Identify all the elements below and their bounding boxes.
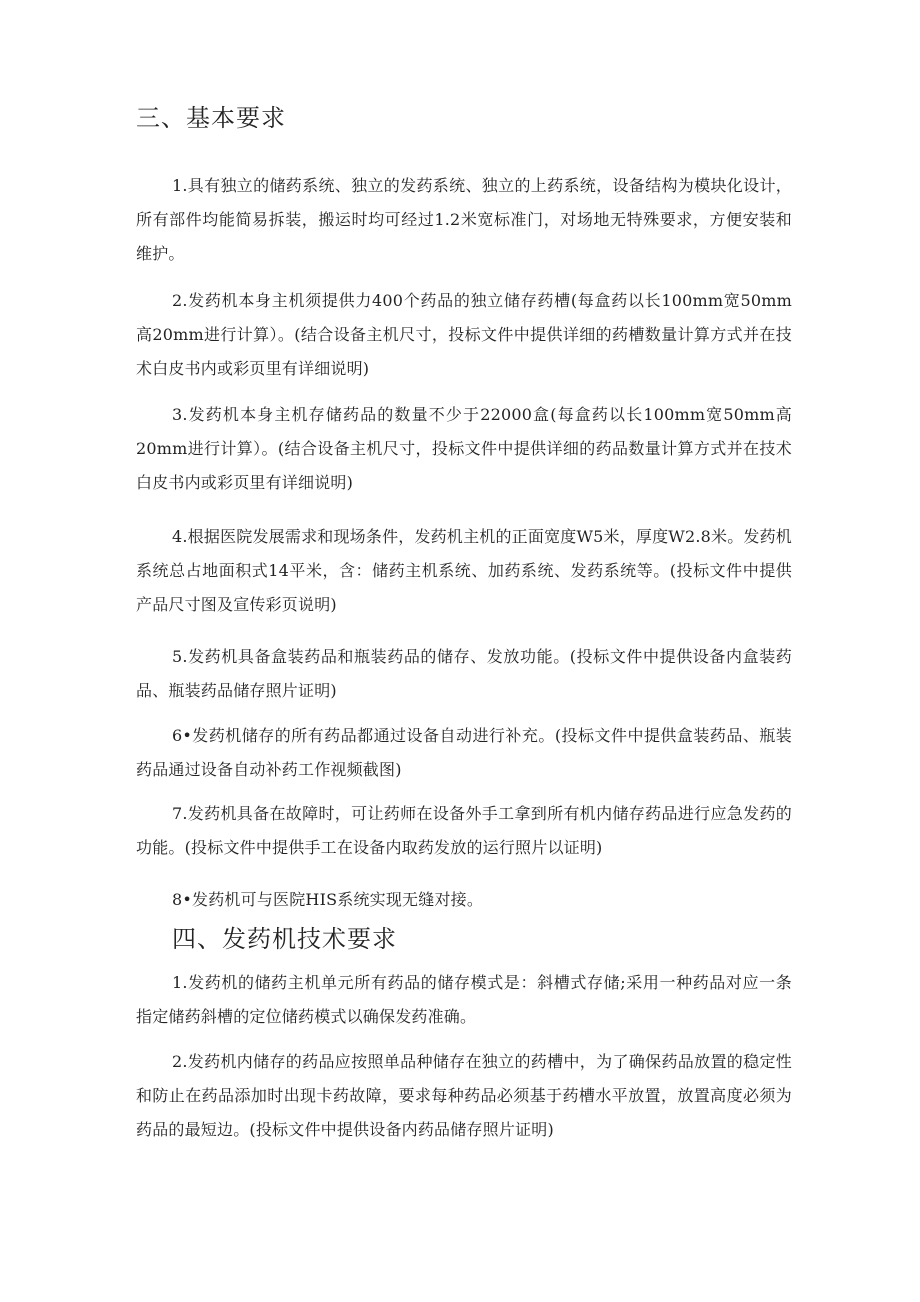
requirement-paragraph-4: 4.根据医院发展需求和现场条件，发药机主机的正面宽度W5米，厚度W2.8米。发药机系统总占地面积式14平米，含：储药主机系统、加药系统、发药系统等。(投标文件中提供产品尺寸图及宣传彩页说明) — [136, 527, 792, 614]
requirement-paragraph-8: 8•发药机可与医院HIS系统实现无缝对接。 — [172, 890, 484, 909]
requirement-paragraph-7: 7.发药机具备在故障时，可让药师在设备外手工拿到所有机内储存药品进行应急发药的功能。(投标文件中提供手工在设备内取药发放的运行照片以证明) — [136, 804, 792, 857]
requirement-paragraph-3: 3.发药机本身主机存储药品的数量不少于22000盒(每盒药以长100mm宽50mm高20mm进行计算）。(结合设备主机尺寸，投标文件中提供详细的药品数量计算方式并在技术白皮书内或彩页里有详细说明) — [136, 405, 792, 492]
requirement-paragraph-1: 1.具有独立的储药系统、独立的发药系统、独立的上药系统，设备结构为模块化设计，所有部件均能简易拆装，搬运时均可经过1.2米宽标准门，对场地无特殊要求，方便安装和维护。 — [136, 176, 792, 263]
requirement-paragraph-5: 5.发药机具备盒装药品和瓶装药品的储存、发放功能。(投标文件中提供设备内盒装药品、瓶装药品储存照片证明) — [136, 647, 792, 700]
requirement-paragraph-2: 2.发药机本身主机须提供力400个药品的独立储存药槽(每盒药以长100mm宽50mm高20mm进行计算）。(结合设备主机尺寸，投标文件中提供详细的药槽数量计算方式并在技术白皮书内或彩页里有详细说明) — [136, 291, 792, 378]
technical-paragraph-1: 1.发药机的储药主机单元所有药品的储存模式是：斜槽式存储;采用一种药品对应一条指定储药斜槽的定位储药模式以确保发药准确。 — [136, 973, 792, 1026]
section-3-heading: 三、基本要求 — [136, 104, 286, 132]
section-4-heading: 四、发药机技术要求 — [172, 925, 397, 953]
technical-paragraph-2: 2.发药机内储存的药品应按照单品种储存在独立的药槽中，为了确保药品放置的稳定性和防止在药品添加时出现卡药故障，要求每种药品必须基于药槽水平放置，放置高度必须为药品的最短边。(投标文件中提供设备内药品储存照片证明) — [136, 1052, 792, 1139]
requirement-paragraph-6: 6•发药机储存的所有药品都通过设备自动进行补充。(投标文件中提供盒装药品、瓶装药品通过设备自动补药工作视频截图) — [136, 726, 792, 779]
